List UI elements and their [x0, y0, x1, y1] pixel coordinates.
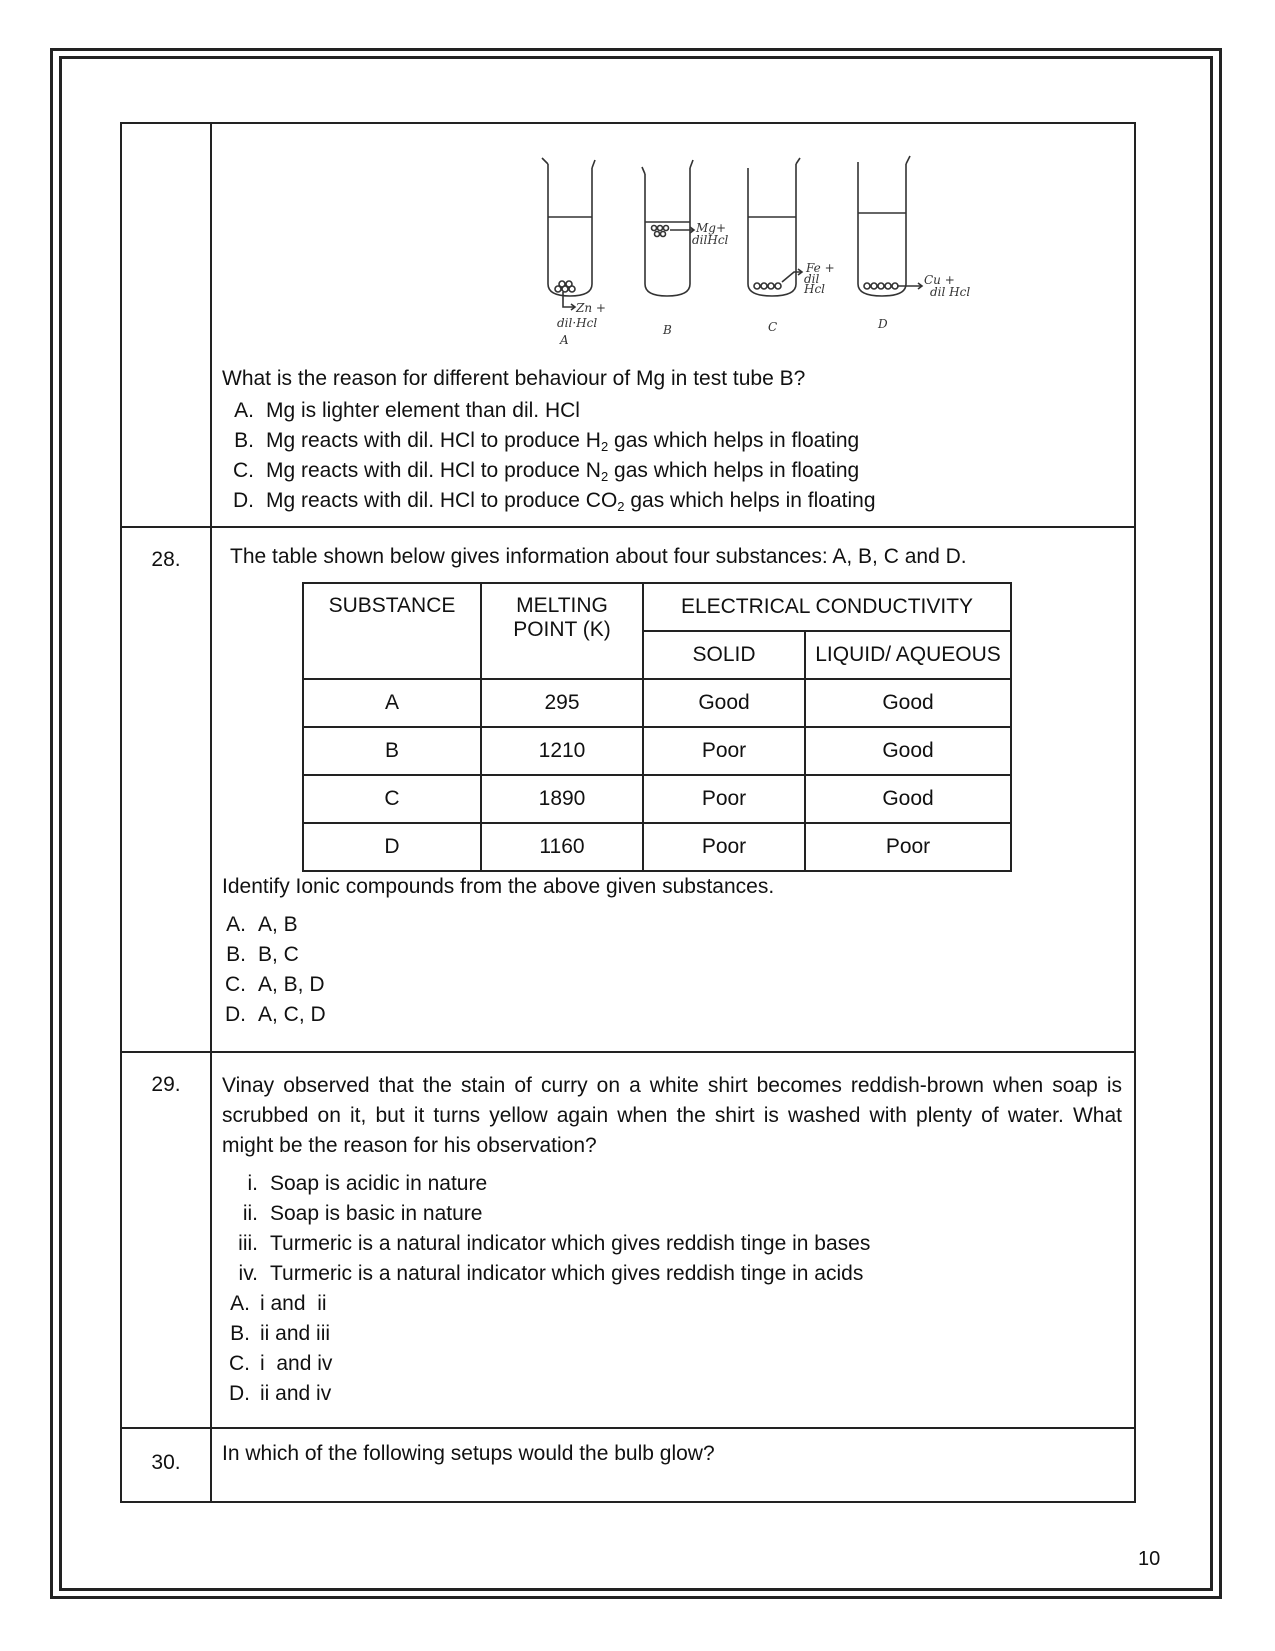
question-30-body: [211, 1428, 1135, 1502]
tube-d-note-1: Cu +: [924, 273, 955, 287]
option-b: B. B, C: [226, 943, 299, 966]
table-row: D 1160 Poor Poor: [303, 823, 1011, 871]
question-28-question: Identify Ionic compounds from the above given substances.: [222, 875, 775, 898]
table-row: B 1210 Poor Good: [303, 727, 1011, 775]
option-d: D. A, C, D: [225, 1003, 326, 1026]
option-a: A. A, B: [226, 913, 298, 936]
tube-b-note-1: Mg+: [696, 221, 727, 235]
question-28-row: [121, 527, 1135, 1052]
tube-d-note-2: dil Hcl: [930, 285, 971, 299]
tube-c-note-2: dil: [804, 272, 820, 286]
tube-a-note-2: dil·Hcl: [557, 316, 598, 330]
question-30-row: [121, 1428, 1135, 1502]
header-melting-point: MELTING POINT (K): [481, 583, 643, 679]
option-c: C. i and iv: [229, 1352, 333, 1375]
tube-c-note-3: Hcl: [804, 282, 826, 296]
table-row: A 295 Good Good: [303, 679, 1011, 727]
question-27-stem: What is the reason for different behaviour of Mg in test tube B?: [222, 367, 806, 390]
statement-i: i. Soap is acidic in nature: [247, 1172, 488, 1195]
question-29-statements: [222, 1169, 1122, 1289]
tube-d-label: D: [878, 317, 888, 331]
question-29-stem: Vinay observed that the stain of curry on a white shirt becomes reddish-brown when soap is scrubbed on it, but it turns yellow again when the shirt is washed with plenty of water. What might be the reason for his observation?: [222, 1074, 1122, 1157]
test-tubes-figure: [222, 124, 1122, 364]
header-liquid: LIQUID/ AQUEOUS: [805, 631, 1011, 679]
question-27-row: [121, 123, 1135, 527]
question-number: 29.: [121, 1052, 211, 1428]
statement-iii: iii. Turmeric is a natural indicator which gives reddish tinge in bases: [238, 1232, 871, 1255]
question-30-stem: In which of the following setups would the bulb glow?: [222, 1442, 715, 1465]
option-d: D. ii and iv: [229, 1382, 332, 1405]
tube-a-label: A: [560, 333, 569, 347]
option-b: B. Mg reacts with dil. HCl to produce $H_2$ gas which helps in floating: [234, 429, 860, 454]
questions-table: [120, 122, 1136, 1503]
header-solid: SOLID: [643, 631, 805, 679]
question-27-body: [211, 123, 1135, 527]
page-number: 10: [1138, 1548, 1161, 1570]
tube-c-label: C: [768, 320, 778, 334]
table-row: C 1890 Poor Good: [303, 775, 1011, 823]
question-29-row: [121, 1052, 1135, 1428]
tube-c-note-1: Fe +: [806, 261, 835, 275]
question-number-cell: [121, 123, 211, 527]
option-a: A. Mg is lighter element than dil. HCl: [234, 399, 580, 422]
test-tube-d: [858, 156, 922, 296]
option-c: C. Mg reacts with dil. HCl to produce $N_2$ gas which helps in floating: [233, 459, 860, 484]
statement-ii: ii. Soap is basic in nature: [242, 1202, 483, 1225]
header-substance: SUBSTANCE: [303, 583, 481, 679]
option-b: B. ii and iii: [230, 1322, 331, 1345]
test-tube-a: [542, 158, 595, 310]
question-28-stem: The table shown below gives information about four substances: A, B, C and D.: [230, 545, 967, 568]
question-number: 28.: [121, 527, 211, 1052]
statement-iv: iv. Turmeric is a natural indicator which gives reddish tinge in acids: [238, 1262, 864, 1285]
question-27-options: [222, 396, 1122, 516]
question-28-options: [222, 910, 1122, 1030]
header-conductivity: ELECTRICAL CONDUCTIVITY: [643, 583, 1011, 631]
test-tube-c: [748, 158, 802, 296]
tube-b-note-2: dilHcl: [692, 233, 729, 247]
tube-b-label: B: [663, 323, 672, 337]
tube-a-note-1: Zn +: [576, 301, 606, 315]
question-number: 30.: [121, 1428, 211, 1502]
option-a: A. i and ii: [230, 1292, 327, 1315]
question-29-body: [211, 1052, 1135, 1428]
test-tube-b: [642, 160, 694, 296]
question-28-body: [211, 527, 1135, 1052]
question-29-options: [222, 1289, 1122, 1409]
option-d: D. Mg reacts with dil. HCl to produce $CO_2$ gas which helps in floating: [233, 489, 876, 514]
test-tubes-diagram: [222, 124, 1122, 349]
substances-table: [302, 582, 1012, 872]
option-c: C. A, B, D: [225, 973, 325, 996]
